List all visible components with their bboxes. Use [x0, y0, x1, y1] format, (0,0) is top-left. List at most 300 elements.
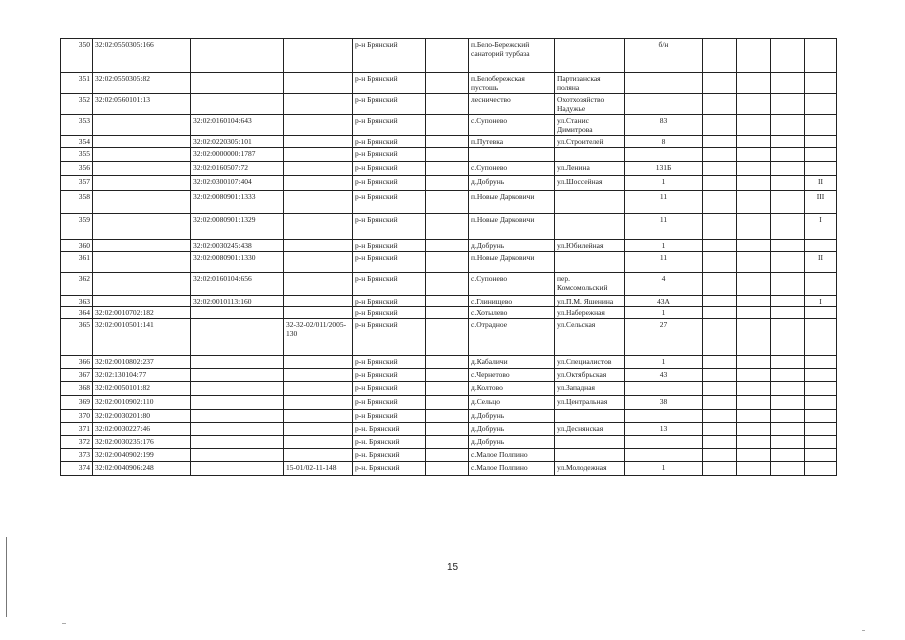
- house-number: 11: [625, 214, 703, 240]
- table-row: [61, 273, 837, 296]
- cadastral-number: 32:02:0050101:82: [93, 382, 191, 396]
- row-number: 364: [61, 307, 93, 319]
- empty-cell: [426, 73, 469, 94]
- street: [555, 410, 625, 423]
- street: [555, 148, 625, 162]
- street: [555, 214, 625, 240]
- house-number: 13: [625, 423, 703, 436]
- table-row: [61, 214, 837, 240]
- building-letter: [805, 307, 837, 319]
- cadastral-number: 32:02:0010902:110: [93, 396, 191, 410]
- building-letter: [805, 136, 837, 148]
- empty-cell: [703, 319, 737, 356]
- empty-cell: [426, 94, 469, 115]
- table-row: [61, 423, 837, 436]
- document-sheet: [60, 38, 836, 476]
- district: р-н Брянский: [353, 240, 426, 252]
- empty-cell: [426, 449, 469, 462]
- empty-cell: [703, 410, 737, 423]
- empty-cell: [426, 240, 469, 252]
- empty-cell: [426, 252, 469, 273]
- empty-cell: [737, 73, 771, 94]
- empty-cell: [703, 396, 737, 410]
- row-number: 361: [61, 252, 93, 273]
- cadastral-number: 32:02:0550305:82: [93, 73, 191, 94]
- locality: д.Добрунь: [469, 410, 555, 423]
- street: ул.Октябрьская: [555, 369, 625, 382]
- row-number: 356: [61, 162, 93, 176]
- row-number: 354: [61, 136, 93, 148]
- registration-number: [284, 136, 353, 148]
- cadastral-number: [93, 214, 191, 240]
- district: р-н Брянский: [353, 296, 426, 307]
- empty-cell: [426, 273, 469, 296]
- house-number: 4: [625, 273, 703, 296]
- row-number: 362: [61, 273, 93, 296]
- empty-cell: [703, 307, 737, 319]
- empty-cell: [771, 423, 805, 436]
- cadastral-number-alt: 32:02:0220305:101: [191, 136, 284, 148]
- empty-cell: [426, 115, 469, 136]
- locality: с.Чернетово: [469, 369, 555, 382]
- registration-number: [284, 369, 353, 382]
- cadastral-number: [93, 191, 191, 214]
- registration-number: [284, 423, 353, 436]
- registration-number: [284, 191, 353, 214]
- locality: с.Супонево: [469, 162, 555, 176]
- cadastral-number: 32:02:0550305:166: [93, 39, 191, 73]
- house-number: [625, 73, 703, 94]
- street: [555, 191, 625, 214]
- building-letter: [805, 356, 837, 369]
- empty-cell: [703, 382, 737, 396]
- cadastral-number-alt: 32:02:0160507:72: [191, 162, 284, 176]
- registration-number: [284, 39, 353, 73]
- district: р-н Брянский: [353, 252, 426, 273]
- empty-cell: [426, 307, 469, 319]
- registration-number: [284, 307, 353, 319]
- scan-artifact: [6, 537, 7, 617]
- empty-cell: [771, 449, 805, 462]
- empty-cell: [771, 136, 805, 148]
- empty-cell: [737, 382, 771, 396]
- empty-cell: [703, 252, 737, 273]
- empty-cell: [426, 148, 469, 162]
- building-letter: [805, 240, 837, 252]
- registration-number: [284, 396, 353, 410]
- locality: д.Добрунь: [469, 176, 555, 191]
- table-row: [61, 136, 837, 148]
- row-number: 371: [61, 423, 93, 436]
- cadastral-number-alt: 32:02:0010113:160: [191, 296, 284, 307]
- building-letter: II: [805, 176, 837, 191]
- row-number: 357: [61, 176, 93, 191]
- row-number: 372: [61, 436, 93, 449]
- district: р-н Брянский: [353, 176, 426, 191]
- street: ул.Западная: [555, 382, 625, 396]
- house-number: 1: [625, 462, 703, 476]
- empty-cell: [703, 449, 737, 462]
- empty-cell: [426, 423, 469, 436]
- table-row: [61, 39, 837, 73]
- building-letter: I: [805, 296, 837, 307]
- registration-number: [284, 356, 353, 369]
- empty-cell: [771, 176, 805, 191]
- empty-cell: [426, 356, 469, 369]
- table-row: [61, 462, 837, 476]
- empty-cell: [426, 162, 469, 176]
- empty-cell: [426, 214, 469, 240]
- empty-cell: [426, 136, 469, 148]
- empty-cell: [426, 382, 469, 396]
- cadastral-number-alt: [191, 462, 284, 476]
- table-row: [61, 369, 837, 382]
- empty-cell: [426, 396, 469, 410]
- locality: д.Добрунь: [469, 240, 555, 252]
- locality: с.Глинищево: [469, 296, 555, 307]
- cadastral-number: 32:02:0030201:80: [93, 410, 191, 423]
- locality: с.Супонево: [469, 273, 555, 296]
- registration-number: [284, 240, 353, 252]
- table-row: [61, 449, 837, 462]
- empty-cell: [426, 176, 469, 191]
- registration-number: [284, 273, 353, 296]
- scan-artifact: [62, 623, 66, 624]
- empty-cell: [703, 94, 737, 115]
- cadastral-number: [93, 176, 191, 191]
- empty-cell: [771, 356, 805, 369]
- street: Охотхозяйство Надужье: [555, 94, 625, 115]
- house-number: [625, 436, 703, 449]
- registration-number: [284, 410, 353, 423]
- row-number: 370: [61, 410, 93, 423]
- registration-number: [284, 73, 353, 94]
- street: ул.П.М. Яшенина: [555, 296, 625, 307]
- empty-cell: [737, 396, 771, 410]
- cadastral-number-alt: [191, 410, 284, 423]
- district: р-н Брянский: [353, 214, 426, 240]
- cadastral-number-alt: 32:02:0160104:643: [191, 115, 284, 136]
- empty-cell: [737, 252, 771, 273]
- row-number: 351: [61, 73, 93, 94]
- building-letter: II: [805, 252, 837, 273]
- cadastral-number: [93, 240, 191, 252]
- street: ул.Ленина: [555, 162, 625, 176]
- house-number: 43А: [625, 296, 703, 307]
- table-row: [61, 396, 837, 410]
- empty-cell: [426, 319, 469, 356]
- row-number: 373: [61, 449, 93, 462]
- district: р-н Брянский: [353, 94, 426, 115]
- house-number: 1: [625, 176, 703, 191]
- empty-cell: [771, 162, 805, 176]
- page-number: 15: [446, 562, 459, 573]
- house-number: б/н: [625, 39, 703, 73]
- street: ул.Строителей: [555, 136, 625, 148]
- table-row: [61, 382, 837, 396]
- locality: д.Добрунь: [469, 436, 555, 449]
- street: ул.Специалистов: [555, 356, 625, 369]
- building-letter: [805, 423, 837, 436]
- empty-cell: [737, 162, 771, 176]
- empty-cell: [703, 176, 737, 191]
- empty-cell: [703, 369, 737, 382]
- registration-number: [284, 115, 353, 136]
- district: р-н Брянский: [353, 369, 426, 382]
- empty-cell: [703, 240, 737, 252]
- locality: с.Хотылево: [469, 307, 555, 319]
- row-number: 368: [61, 382, 93, 396]
- empty-cell: [771, 191, 805, 214]
- locality: п.Путевка: [469, 136, 555, 148]
- cadastral-number-alt: 32:02:0080901:1330: [191, 252, 284, 273]
- street: ул.Набережная: [555, 307, 625, 319]
- district: р-н Брянский: [353, 191, 426, 214]
- row-number: 359: [61, 214, 93, 240]
- row-number: 369: [61, 396, 93, 410]
- empty-cell: [771, 462, 805, 476]
- registration-number: 32-32-02/011/2005-130: [284, 319, 353, 356]
- empty-cell: [703, 73, 737, 94]
- empty-cell: [737, 356, 771, 369]
- building-letter: [805, 396, 837, 410]
- empty-cell: [737, 191, 771, 214]
- cadastral-number: [93, 115, 191, 136]
- building-letter: [805, 39, 837, 73]
- cadastral-number: 32:02:0010802:237: [93, 356, 191, 369]
- district: р-н Брянский: [353, 73, 426, 94]
- registration-number: [284, 252, 353, 273]
- locality: с.Малое Полпино: [469, 462, 555, 476]
- empty-cell: [737, 273, 771, 296]
- empty-cell: [737, 462, 771, 476]
- district: р-н Брянский: [353, 136, 426, 148]
- empty-cell: [703, 115, 737, 136]
- street: [555, 449, 625, 462]
- street: [555, 39, 625, 73]
- empty-cell: [426, 462, 469, 476]
- empty-cell: [737, 94, 771, 115]
- locality: п.Новые Дарковичи: [469, 252, 555, 273]
- cadastral-number: [93, 252, 191, 273]
- empty-cell: [703, 273, 737, 296]
- empty-cell: [426, 436, 469, 449]
- cadastral-number-alt: 32:02:0000000:1787: [191, 148, 284, 162]
- locality: д.Добрунь: [469, 423, 555, 436]
- table-row: [61, 319, 837, 356]
- cadastral-number: [93, 296, 191, 307]
- empty-cell: [771, 39, 805, 73]
- registration-number: [284, 296, 353, 307]
- empty-cell: [737, 410, 771, 423]
- cadastral-number-alt: [191, 94, 284, 115]
- building-letter: III: [805, 191, 837, 214]
- empty-cell: [737, 240, 771, 252]
- table-row: [61, 191, 837, 214]
- table-row: [61, 410, 837, 423]
- district: р-н Брянский: [353, 115, 426, 136]
- locality: [469, 148, 555, 162]
- house-number: [625, 148, 703, 162]
- cadastral-number: 32:02:0040906:248: [93, 462, 191, 476]
- house-number: 1: [625, 356, 703, 369]
- locality: с.Супонево: [469, 115, 555, 136]
- house-number: 1: [625, 240, 703, 252]
- house-number: [625, 94, 703, 115]
- building-letter: [805, 410, 837, 423]
- building-letter: [805, 94, 837, 115]
- registration-number: [284, 449, 353, 462]
- cadastral-number: 32:02:0010501:141: [93, 319, 191, 356]
- house-number: 131Б: [625, 162, 703, 176]
- row-number: 352: [61, 94, 93, 115]
- empty-cell: [771, 115, 805, 136]
- table-row: [61, 240, 837, 252]
- locality: п.Новые Дарковичи: [469, 191, 555, 214]
- district: р-н Брянский: [353, 382, 426, 396]
- empty-cell: [737, 307, 771, 319]
- empty-cell: [703, 436, 737, 449]
- district: р-н. Брянский: [353, 423, 426, 436]
- cadastral-number-alt: 32:02:0160104:656: [191, 273, 284, 296]
- district: р-н Брянский: [353, 148, 426, 162]
- street: ул.Шоссейная: [555, 176, 625, 191]
- registration-number: [284, 94, 353, 115]
- empty-cell: [703, 296, 737, 307]
- building-letter: [805, 73, 837, 94]
- row-number: 360: [61, 240, 93, 252]
- street: ул.Юбилейная: [555, 240, 625, 252]
- district: р-н Брянский: [353, 319, 426, 356]
- cadastral-number-alt: [191, 319, 284, 356]
- empty-cell: [426, 296, 469, 307]
- empty-cell: [771, 319, 805, 356]
- empty-cell: [771, 273, 805, 296]
- locality: д.Колтово: [469, 382, 555, 396]
- empty-cell: [737, 115, 771, 136]
- building-letter: [805, 162, 837, 176]
- empty-cell: [737, 449, 771, 462]
- street: ул.Центральная: [555, 396, 625, 410]
- street: пер. Комсомольский: [555, 273, 625, 296]
- empty-cell: [771, 296, 805, 307]
- registration-number: [284, 382, 353, 396]
- house-number: 83: [625, 115, 703, 136]
- locality: с.Отрадное: [469, 319, 555, 356]
- cadastral-number: 32:02:130104:77: [93, 369, 191, 382]
- building-letter: [805, 449, 837, 462]
- empty-cell: [426, 39, 469, 73]
- cadastral-number-alt: [191, 369, 284, 382]
- registration-number: [284, 162, 353, 176]
- row-number: 367: [61, 369, 93, 382]
- cadastral-number-alt: [191, 356, 284, 369]
- table-row: [61, 252, 837, 273]
- building-letter: [805, 382, 837, 396]
- house-number: 11: [625, 252, 703, 273]
- street: [555, 436, 625, 449]
- empty-cell: [737, 319, 771, 356]
- table-row: [61, 115, 837, 136]
- table-row: [61, 73, 837, 94]
- row-number: 358: [61, 191, 93, 214]
- cadastral-number-alt: [191, 39, 284, 73]
- cadastral-number-alt: [191, 396, 284, 410]
- empty-cell: [771, 73, 805, 94]
- cadastral-number: 32:02:0030235:176: [93, 436, 191, 449]
- empty-cell: [703, 356, 737, 369]
- table-row: [61, 148, 837, 162]
- street: Партизанская поляна: [555, 73, 625, 94]
- cadastral-number-alt: 32:02:0080901:1333: [191, 191, 284, 214]
- building-letter: [805, 273, 837, 296]
- cadastral-number-alt: 32:02:0300107:404: [191, 176, 284, 191]
- empty-cell: [737, 214, 771, 240]
- cadastral-number: [93, 148, 191, 162]
- empty-cell: [426, 369, 469, 382]
- empty-cell: [771, 94, 805, 115]
- cadastral-number-alt: 32:02:0080901:1329: [191, 214, 284, 240]
- empty-cell: [426, 191, 469, 214]
- building-letter: [805, 369, 837, 382]
- building-letter: [805, 319, 837, 356]
- empty-cell: [737, 296, 771, 307]
- house-number: 11: [625, 191, 703, 214]
- street: ул.Сельская: [555, 319, 625, 356]
- cadastral-number-alt: [191, 423, 284, 436]
- district: р-н. Брянский: [353, 449, 426, 462]
- building-letter: [805, 115, 837, 136]
- house-number: [625, 382, 703, 396]
- empty-cell: [737, 369, 771, 382]
- table-row: [61, 356, 837, 369]
- cadastral-number: [93, 273, 191, 296]
- street: ул.Станис Димитрова: [555, 115, 625, 136]
- empty-cell: [703, 214, 737, 240]
- district: р-н Брянский: [353, 307, 426, 319]
- locality: п.Новые Дарковичи: [469, 214, 555, 240]
- table-row: [61, 307, 837, 319]
- locality: с.Малое Полпино: [469, 449, 555, 462]
- table-row: [61, 176, 837, 191]
- empty-cell: [737, 423, 771, 436]
- empty-cell: [703, 191, 737, 214]
- empty-cell: [771, 148, 805, 162]
- empty-cell: [703, 423, 737, 436]
- house-number: [625, 410, 703, 423]
- table-row: [61, 162, 837, 176]
- cadastral-number-alt: [191, 449, 284, 462]
- district: р-н. Брянский: [353, 436, 426, 449]
- house-number: 1: [625, 307, 703, 319]
- row-number: 363: [61, 296, 93, 307]
- cadastral-number-alt: 32:02:0030245:438: [191, 240, 284, 252]
- empty-cell: [426, 410, 469, 423]
- empty-cell: [771, 436, 805, 449]
- house-number: 38: [625, 396, 703, 410]
- registration-number: [284, 214, 353, 240]
- empty-cell: [771, 382, 805, 396]
- house-number: 8: [625, 136, 703, 148]
- empty-cell: [703, 148, 737, 162]
- street: ул.Деснянская: [555, 423, 625, 436]
- empty-cell: [771, 252, 805, 273]
- row-number: 350: [61, 39, 93, 73]
- row-number: 355: [61, 148, 93, 162]
- locality: д.Сельцо: [469, 396, 555, 410]
- locality: лесничество: [469, 94, 555, 115]
- empty-cell: [703, 162, 737, 176]
